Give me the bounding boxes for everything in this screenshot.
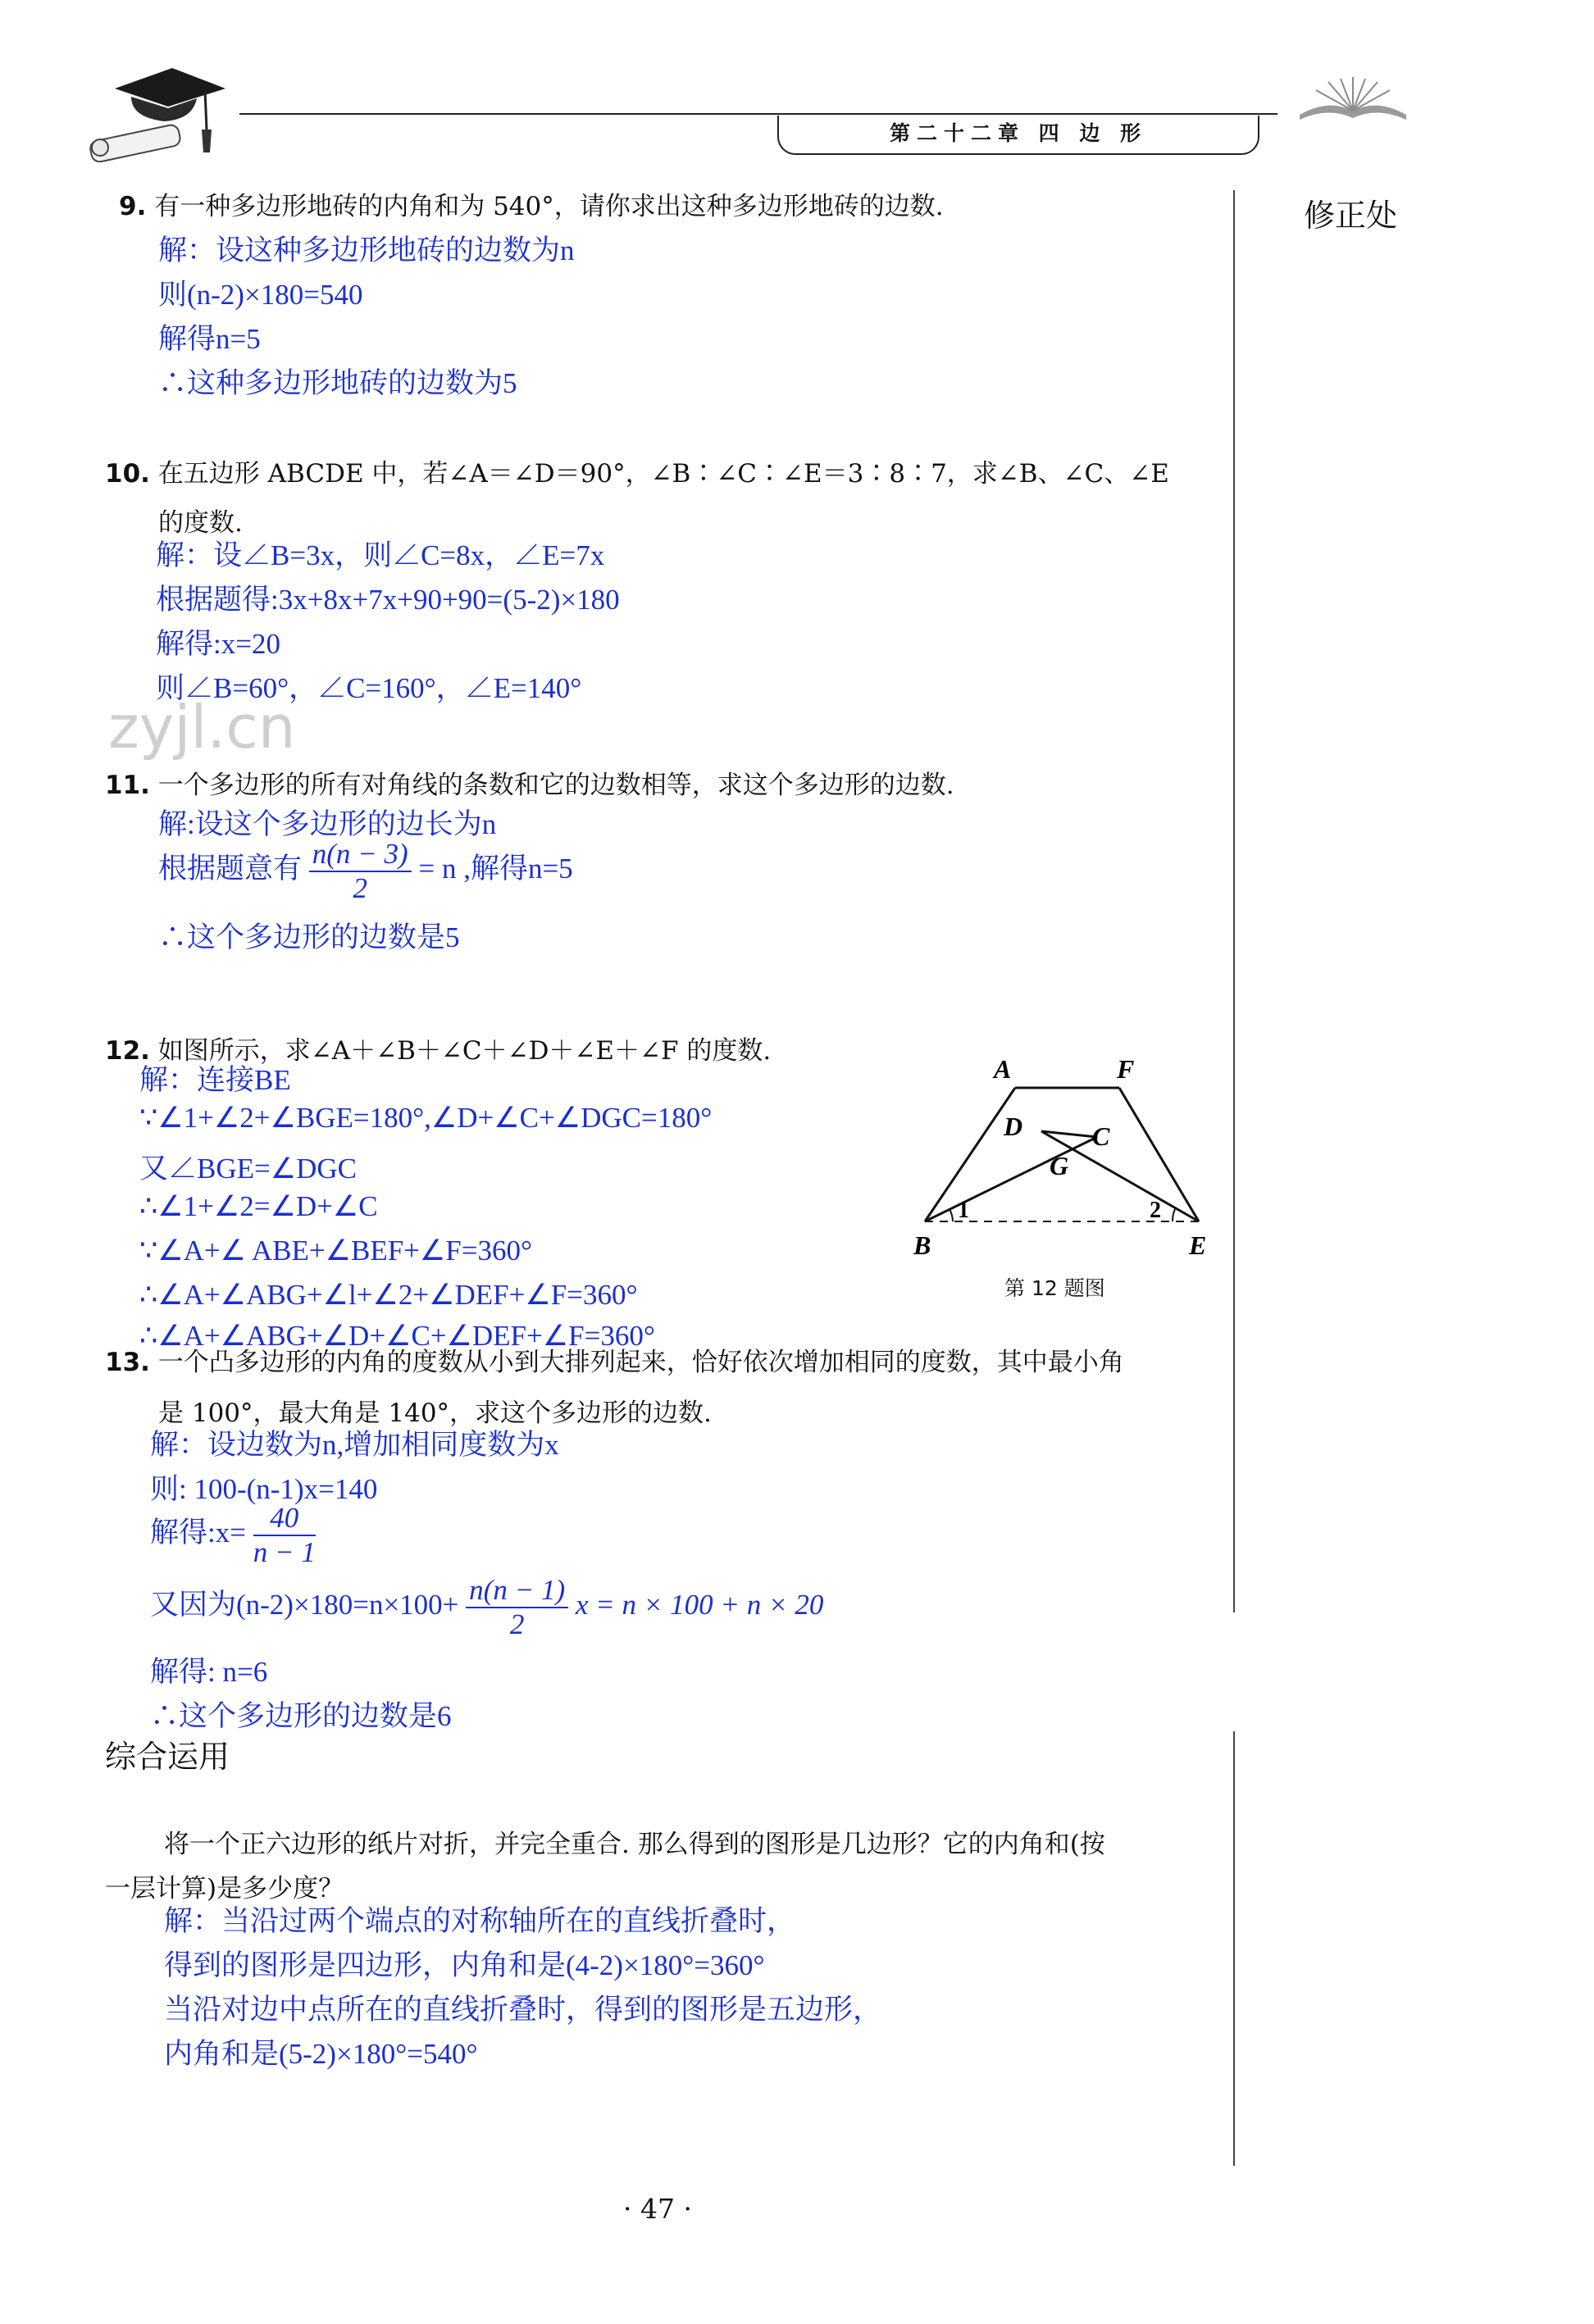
answer-line: ∴∠1+∠2=∠D+∠C: [139, 1190, 378, 1222]
fraction: [466, 1574, 568, 1641]
answer-line: ∴∠A+∠ABG+∠D+∠C+∠DEF+∠F=360°: [139, 1320, 655, 1352]
answer-line: 得到的图形是四边形，内角和是(4-2)×180°=360°: [164, 1949, 765, 1981]
fraction-numerator: n(n − 3): [309, 838, 412, 872]
margin-rule-top: [1233, 190, 1235, 1612]
formula-suffix: = n ,解得n=5: [418, 853, 573, 885]
answer-line: ∴这个多边形的边数是5: [158, 921, 460, 953]
geometry-figure: [902, 1053, 1230, 1267]
answer-line: 解得n=5: [158, 323, 261, 355]
question-10: [105, 457, 1169, 490]
fraction-denominator: 2: [353, 872, 367, 904]
answer-line: 内角和是(5-2)×180°=540°: [164, 2038, 478, 2070]
answer-line: 则: 100-(n-1)x=140: [150, 1473, 378, 1505]
figure-label-c: C: [1092, 1121, 1110, 1151]
figure-label-1: 1: [958, 1198, 969, 1223]
figure-label-2: 2: [1150, 1198, 1161, 1223]
question-text-cont: 的度数.: [158, 508, 243, 538]
question-text-cont: 是 100°，最大角是 140°，求这个多边形的边数.: [158, 1398, 712, 1428]
question-number: 13.: [105, 1348, 150, 1377]
fraction-denominator: n − 1: [253, 1536, 316, 1568]
graduation-cap-icon: [82, 56, 230, 162]
question-11: [105, 769, 954, 802]
fraction: [253, 1502, 316, 1569]
answer-formula-line: [150, 1574, 823, 1641]
formula-prefix: 根据题意有: [158, 853, 303, 885]
answer-line: 解：设∠B=3x，则∠C=8x，∠E=7x: [156, 539, 605, 571]
question-number: 10.: [105, 459, 150, 489]
header-rule: [239, 113, 1277, 115]
answer-line: 当沿对边中点所在的直线折叠时，得到的图形是五边形，: [164, 1994, 882, 2026]
figure-label-g: G: [1050, 1151, 1069, 1180]
answer-line: 则∠B=60°，∠C=160°，∠E=140°: [156, 672, 582, 704]
section-question-text: 将一个正六边形的纸片对折，并完全重合. 那么得到的图形是几边形？它的内角和(按: [164, 1830, 1105, 1859]
figure-label-a: A: [994, 1054, 1012, 1084]
answer-line: 根据题得:3x+8x+7x+90+90=(5-2)×180: [156, 584, 620, 616]
fraction: [309, 838, 412, 905]
answer-formula-line: [150, 1502, 316, 1569]
answer-line: ∴这种多边形地砖的边数为5: [158, 367, 517, 399]
question-text: 一个多边形的所有对角线的条数和它的边数相等，求这个多边形的边数.: [157, 771, 954, 800]
watermark: zyjl.cn: [108, 693, 296, 762]
fraction-denominator: 2: [509, 1608, 525, 1640]
formula-suffix: x = n × 100 + n × 20: [575, 1589, 824, 1621]
answer-line: 解：设这种多边形地砖的边数为n: [158, 234, 575, 266]
question-text: 一个凸多边形的内角的度数从小到大排列起来，恰好依次增加相同的度数，其中最小角: [157, 1348, 1124, 1377]
answer-line: 解：设边数为n,增加相同度数为x: [150, 1429, 559, 1461]
figure-label-b: B: [913, 1230, 931, 1260]
question-number: 12.: [105, 1036, 150, 1066]
question-text: 如图所示，求∠A＋∠B＋∠C＋∠D＋∠E＋∠F 的度数.: [157, 1036, 772, 1066]
section-title: 综合运用: [105, 1739, 230, 1775]
margin-rule-bottom: [1233, 1731, 1235, 2166]
answer-line: 则(n-2)×180=540: [158, 279, 363, 311]
question-9: [119, 190, 944, 223]
figure-caption: 第 12 题图: [1004, 1276, 1105, 1300]
question-number: 9.: [119, 192, 147, 221]
formula-prefix: 又因为(n-2)×180=n×100+: [150, 1589, 459, 1621]
formula-prefix: 解得:x=: [150, 1517, 246, 1549]
answer-line: 又∠BGE=∠DGC: [139, 1153, 358, 1185]
section-question-text-cont: 一层计算)是多少度？: [105, 1874, 344, 1903]
answer-line: 解得: n=6: [150, 1656, 268, 1688]
open-book-icon: [1296, 74, 1410, 123]
question-13: [105, 1346, 1124, 1379]
page-number: · 47 ·: [623, 2193, 692, 2225]
question-text: 有一种多边形地砖的内角和为 540°，请你求出这种多边形地砖的边数.: [154, 192, 944, 221]
answer-line: ∵∠1+∠2+∠BGE=180°,∠D+∠C+∠DGC=180°: [139, 1102, 713, 1134]
fraction-numerator: n(n − 1): [466, 1574, 568, 1608]
answer-line: 解：当沿过两个端点的对称轴所在的直线折叠时，: [164, 1905, 796, 1937]
correction-label: 修正处: [1304, 198, 1398, 234]
figure-label-e: E: [1189, 1230, 1207, 1260]
answer-line: ∴∠A+∠ABG+∠l+∠2+∠DEF+∠F=360°: [139, 1279, 638, 1311]
answer-line: 解得:x=20: [156, 628, 280, 660]
answer-line: ∵∠A+∠ ABE+∠BEF+∠F=360°: [139, 1235, 532, 1267]
fraction-numerator: 40: [253, 1502, 316, 1536]
answer-formula-line: [158, 838, 573, 905]
question-text: 在五边形 ABCDE 中，若∠A＝∠D＝90°，∠B∶∠C∶∠E＝3∶8∶7，求∠B、∠C、∠E: [157, 459, 1169, 489]
question-number: 11.: [105, 771, 150, 800]
answer-line: ∴这个多边形的边数是6: [150, 1700, 452, 1732]
answer-line: 解：连接BE: [139, 1064, 291, 1096]
figure-label-f: F: [1117, 1054, 1135, 1084]
figure-label-d: D: [1004, 1112, 1023, 1141]
chapter-header: 第二十二章 四 边 形: [777, 116, 1259, 155]
answer-line: 解:设这个多边形的边长为n: [158, 808, 497, 840]
